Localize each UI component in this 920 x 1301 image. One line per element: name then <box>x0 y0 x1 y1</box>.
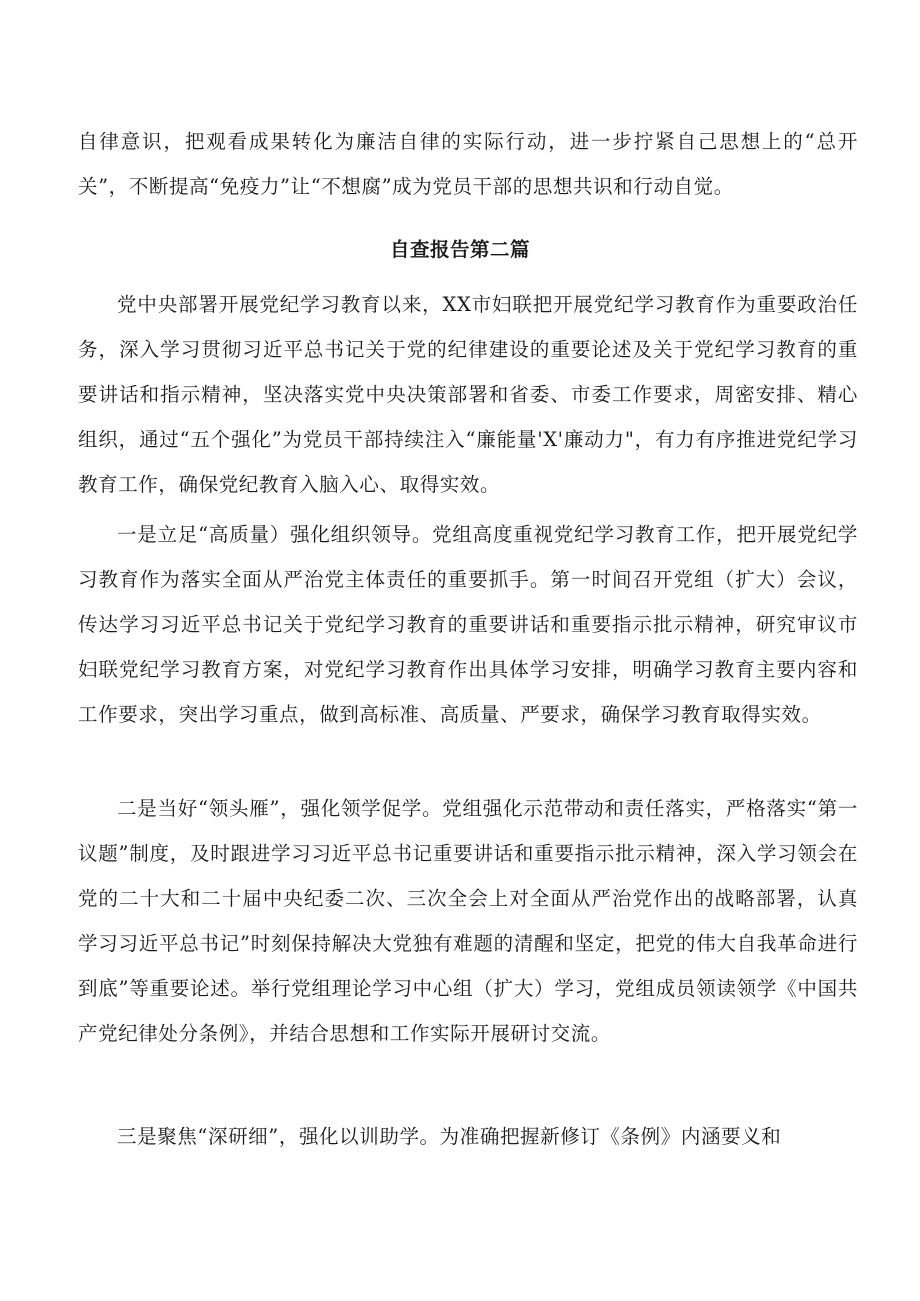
body-paragraph-4: 三是聚焦“深研细”，强化以训助学。为准确把握新修订《条例》内涵要义和 <box>117 1125 782 1148</box>
section-heading <box>0 230 920 270</box>
intro-paragraph: 自律意识，把观看成果转化为廉洁自律的实际行动，进一步拧紧自己思想上的“总开关”，不断提高“免疫力”让“不想腐”成为党员干部的思想共识和行动自觉。 <box>78 130 858 198</box>
body-paragraph-2: 一是立足“高质量）强化组织领导。党组高度重视党纪学习教育工作，把开展党纪学习教育作为落实全面从严治党主体责任的重要抓手。第一时间召开党组（扩大）会议，传达学习习近平总书记关于党纪学习教育的重要讲话和重要指示批示精神，研究审议市妇联党纪学习教育方案，对党纪学习教育作出具体学习安排，明确学习教育主要内容和工作要求，突出学习重点，做到高标准、高质量、严要求，确保学习教育取得实效。 <box>78 523 858 726</box>
body-paragraph-1: 党中央部署开展党纪学习教育以来，XX市妇联把开展党纪学习教育作为重要政治任务，深入学习贯彻习近平总书记关于党的纪律建设的重要论述及关于党纪学习教育的重要讲话和指示精神，坚决落实党中央决策部署和省委、市委工作要求，周密安排、精心组织，通过“五个强化”为党员干部持续注入“廉能量'X'廉动力"，有力有序推进党纪学习教育工作，确保党纪教育入脑入心、取得实效。 <box>78 293 858 496</box>
heading-regular-text: 自查报告 <box>389 238 470 261</box>
body-paragraph-3: 二是当好“领头雁”，强化领学促学。党组强化示范带动和责任落实，严格落实“第一议题”制度，及时跟进学习习近平总书记重要讲话和重要指示批示精神，深入学习领会在党的二十大和二十届中央纪委二次、三次全会上对全面从严治党作出的战略部署，认真学习习近平总书记”时刻保持解决大党独有难题的清醒和坚定，把党的伟大自我革命进行到底”等重要论述。举行党组理论学习中心组（扩大）学习，党组成员领读领学《中国共产党纪律处分条例》，并结合思想和工作实际开展研讨交流。 <box>78 797 858 1045</box>
heading-bold-text: 第二篇 <box>470 238 531 261</box>
